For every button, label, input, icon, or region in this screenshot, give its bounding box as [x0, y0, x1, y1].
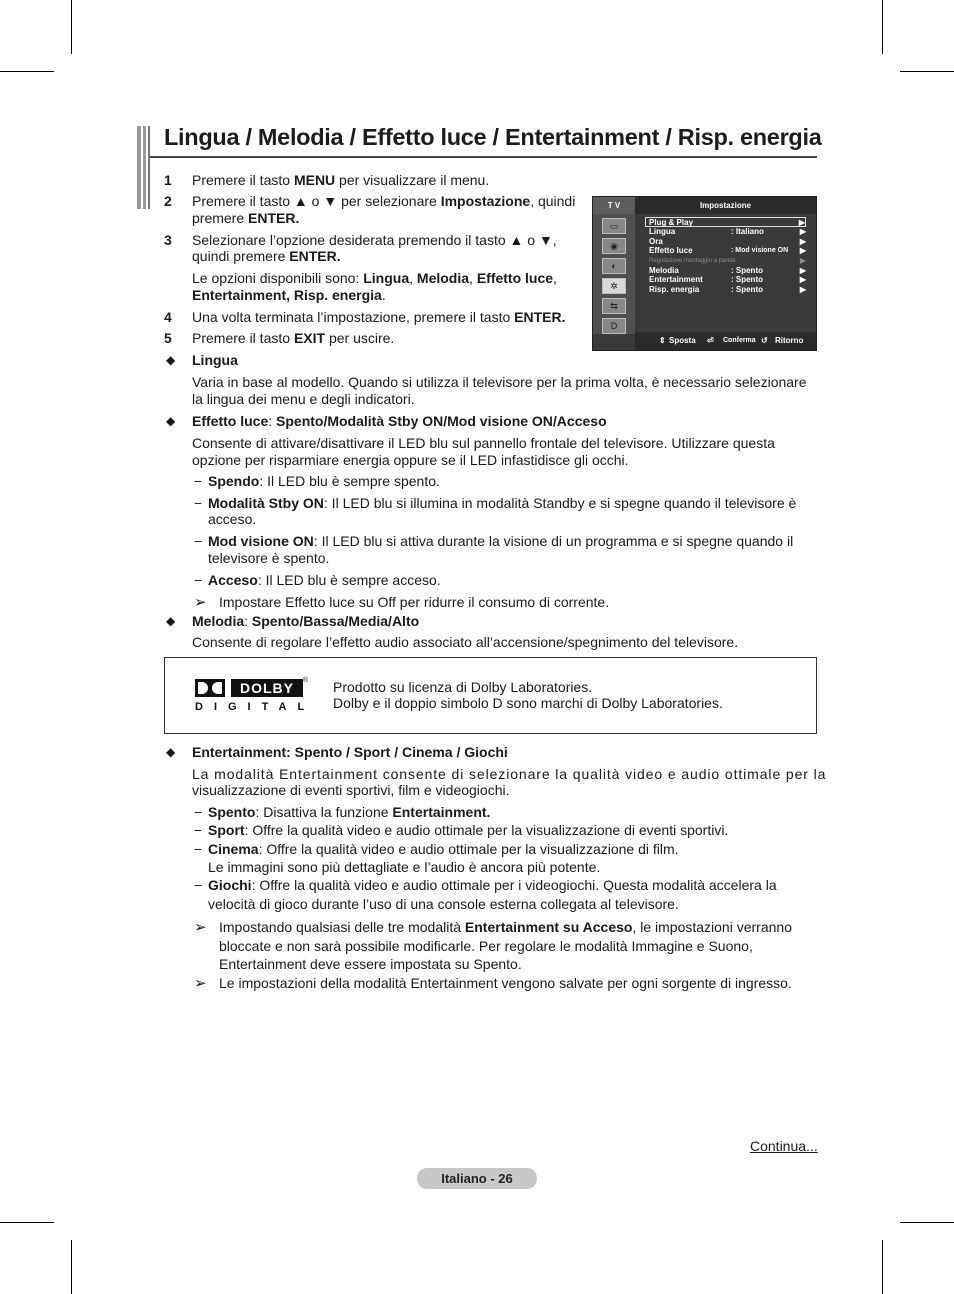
osd-tv-label: T V [593, 197, 635, 214]
page-number-badge: Italiano - 26 [417, 1168, 537, 1189]
double-d-icon [195, 679, 225, 697]
list-item: televisore è spento. [208, 550, 330, 566]
note-text: Impostare Effetto luce su Off per ridurre il consumo di corrente. [219, 594, 610, 610]
osd-menu-panel [635, 214, 816, 334]
step-number: 5 [164, 330, 172, 346]
crop-mark [900, 1222, 954, 1223]
step-number: 3 [164, 232, 172, 248]
title-rule [150, 156, 817, 158]
sound-icon: ◉ [602, 238, 626, 254]
note-arrow-icon: ➢ [194, 919, 207, 936]
note-text: Impostando qualsiasi delle tre modalità Entertainment su Acceso, le impostazioni verranno [219, 919, 792, 935]
osd-move-label: Sposta [669, 336, 696, 345]
list-item: Acceso: Il LED blu è sempre acceso. [208, 572, 441, 588]
osd-footer [635, 332, 816, 350]
list-item: Le immagini sono più dettagliate e l’audio è ancora più potente. [208, 859, 601, 875]
enter-icon: ⏎ [707, 336, 714, 345]
osd-back-label: Ritorno [775, 336, 804, 345]
osd-row: Effetto luce : Mod visione ON ▶ [649, 246, 806, 255]
crop-mark [0, 71, 54, 72]
dash-bullet: − [194, 572, 203, 588]
options-text: Le opzioni disponibili sono: Lingua, Melodia, Effetto luce, [192, 270, 557, 286]
bullet-diamond: ◆ [166, 353, 176, 367]
dash-bullet: − [194, 473, 203, 489]
paragraph: visualizzazione di eventi sportivi, film e videogiochi. [192, 782, 510, 798]
options-text: Entertainment, Risp. energia. [192, 287, 386, 303]
dash-bullet: − [194, 495, 203, 511]
list-item: acceso. [208, 511, 257, 527]
step-text: premere ENTER. [192, 210, 300, 226]
crop-mark [71, 0, 72, 54]
continue-link: Continua... [750, 1138, 818, 1154]
dolby-wordmark: DOLBY [231, 679, 303, 697]
dolby-digital-logo [195, 677, 316, 715]
section-heading: Entertainment: Spento / Sport / Cinema / Giochi [192, 744, 508, 760]
paragraph: la lingua dei menu e degli indicatori. [192, 391, 415, 407]
digital-icon: D [602, 318, 626, 334]
dash-bullet: − [194, 533, 203, 549]
osd-confirm-label: Conferma [723, 337, 756, 344]
step-number: 1 [164, 172, 172, 188]
dolby-text: Dolby e il doppio simbolo D sono marchi di Dolby Laboratories. [333, 695, 723, 711]
osd-row: Melodia : Spento ▶ [649, 266, 806, 275]
note-text: bloccate e non sarà possibile modificarle. Per regolare le modalità Immagine e Suono, [219, 938, 753, 954]
step-text: Premere il tasto EXIT per uscire. [192, 330, 395, 346]
list-item: Modalità Stby ON: Il LED blu si illumina in modalità Standby e si spegne quando il televisore è [208, 495, 797, 511]
dash-bullet: − [194, 822, 203, 838]
list-item: Mod visione ON: Il LED blu si attiva durante la visione di un programma e si spegne quando il [208, 533, 794, 549]
note-text: Le impostazioni della modalità Entertainment vengono salvate per ogni sorgente di ingresso. [219, 975, 792, 991]
paragraph: La modalità Entertainment consente di selezionare la qualità video e audio ottimale per la [192, 766, 827, 782]
paragraph: Varia in base al modello. Quando si utilizza il televisore per la prima volta, è necessario selezionare [192, 374, 807, 390]
crop-mark [882, 1240, 883, 1294]
dash-bullet: − [194, 877, 203, 893]
dash-bullet: − [194, 804, 203, 820]
bullet-diamond: ◆ [166, 614, 176, 628]
osd-icon-column [593, 214, 635, 334]
step-text: Premere il tasto MENU per visualizzare il menu. [192, 172, 490, 188]
registered-mark: ® [303, 677, 309, 684]
setup-icon: ✲ [602, 278, 626, 294]
list-item: Spento: Disattiva la funzione Entertainment. [208, 804, 491, 820]
list-item: Cinema: Offre la qualità video e audio ottimale per la visualizzazione di film. [208, 841, 679, 857]
osd-row: Regolazione montaggio a parete ▶ [649, 256, 806, 265]
page-title: Lingua / Melodia / Effetto luce / Entertainment / Risp. energia [164, 124, 822, 150]
updown-icon: ⇕ [659, 336, 666, 345]
crop-mark [882, 0, 883, 54]
note-arrow-icon: ➢ [194, 975, 207, 992]
osd-header: Impostazione [635, 197, 816, 214]
dash-bullet: − [194, 841, 203, 857]
bullet-diamond: ◆ [166, 414, 176, 428]
dolby-digital-text: DIGITAL [195, 701, 316, 713]
osd-row: Plug & Play ▶ [645, 217, 806, 227]
paragraph: opzione per risparmiare energia oppure se il LED infastidisce gli occhi. [192, 452, 629, 468]
section-heading: Effetto luce: Spento/Modalità Stby ON/Mod visione ON/Acceso [192, 413, 607, 429]
note-text: Entertainment deve essere impostata su Spento. [219, 956, 522, 972]
list-item: Spendo: Il LED blu è sempre spento. [208, 473, 440, 489]
osd-row: Entertainment : Spento ▶ [649, 275, 806, 284]
note-arrow-icon: ➢ [194, 594, 207, 611]
list-item: Sport: Offre la qualità video e audio ottimale per la visualizzazione di eventi sportivi. [208, 822, 729, 838]
picture-icon: ▭ [602, 218, 626, 234]
paragraph: Consente di regolare l’effetto audio associato all’accensione/spegnimento del televisore. [192, 634, 739, 650]
return-icon: ↺ [761, 336, 768, 345]
bullet-diamond: ◆ [166, 745, 176, 759]
paragraph: Consente di attivare/disattivare il LED blu sul pannello frontale del televisore. Utilizzare questa [192, 435, 775, 451]
step-text: quindi premere ENTER. [192, 248, 341, 264]
crop-mark [0, 1222, 54, 1223]
input-icon: ⇆ [602, 298, 626, 314]
step-number: 2 [164, 193, 172, 209]
step-text: Premere il tasto ▲ o ▼ per selezionare Impostazione, quindi [192, 193, 576, 209]
crop-mark [900, 71, 954, 72]
osd-row: Risp. energia : Spento ▶ [649, 285, 806, 294]
step-number: 4 [164, 309, 172, 325]
tv-osd-menu [592, 196, 817, 351]
section-heading: Lingua [192, 352, 238, 368]
step-text: Selezionare l’opzione desiderata premendo il tasto ▲ o ▼, [192, 232, 557, 248]
section-heading: Melodia: Spento/Bassa/Media/Alto [192, 613, 420, 629]
osd-row: Ora ▶ [649, 237, 806, 246]
list-item: velocità di gioco durante l’uso di una console esterna collegata al televisore. [208, 896, 679, 912]
crop-mark [71, 1240, 72, 1294]
step-text: Una volta terminata l’impostazione, premere il tasto ENTER. [192, 309, 566, 325]
osd-row: Lingua : Italiano ▶ [649, 227, 806, 236]
dolby-text: Prodotto su licenza di Dolby Laboratories. [333, 679, 593, 695]
list-item: Giochi: Offre la qualità video e audio ottimale per i videogiochi. Questa modalità accelera la [208, 877, 777, 893]
channel-icon: ◐ [602, 258, 626, 274]
